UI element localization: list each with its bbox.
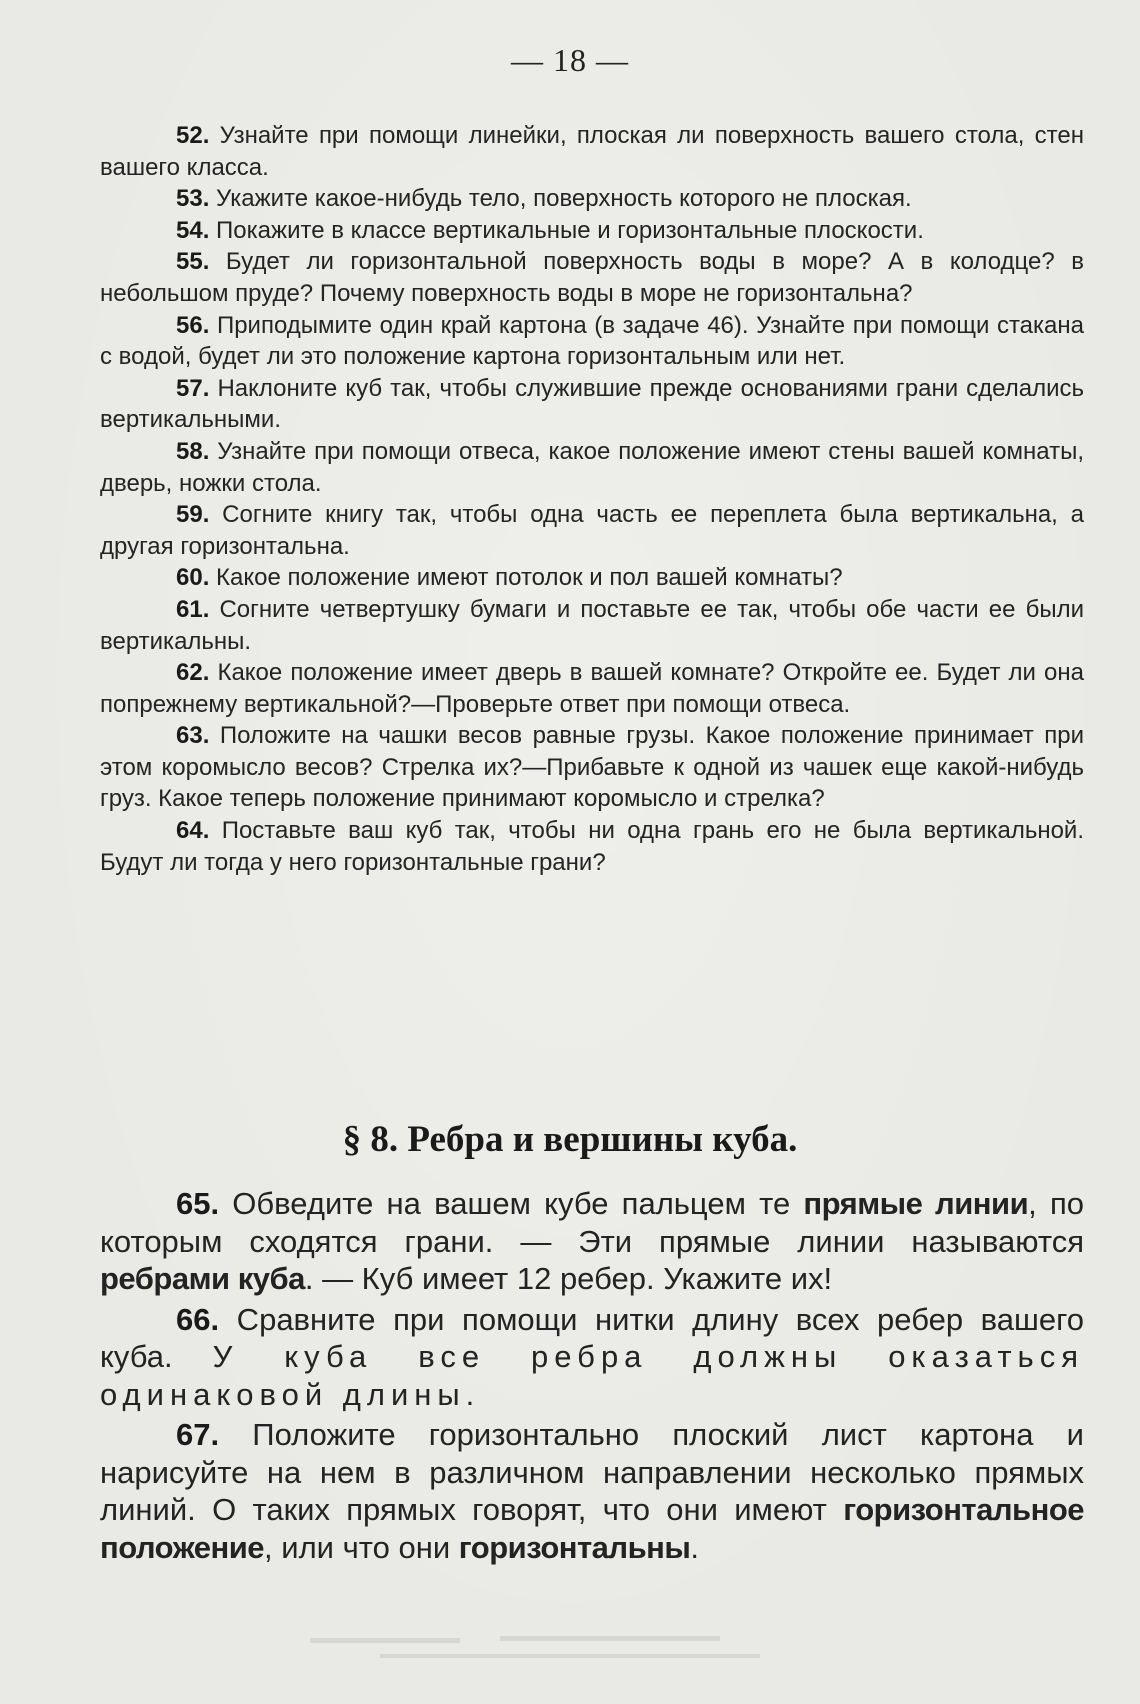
exercise-number: 66. xyxy=(176,1301,220,1337)
exercise-text: , или что они xyxy=(264,1529,459,1565)
exercise-text: Положите горизонтально плоский лист картона и нарисуйте на нем в различном направлении несколько прямых линий. О таких прямых говорят, что они имеют xyxy=(100,1417,1084,1527)
exercise-text: Приподымите один край картона (в задаче 46). Узнайте при помощи стакана с водой, будет ли это положение картона горизонтальным или нет. xyxy=(100,311,1084,371)
exercise-59 xyxy=(100,499,1084,562)
exercise-56 xyxy=(100,310,1084,373)
exercise-text: Узнайте при помощи линейки, плоская ли поверхность вашего стола, стен вашего класса. xyxy=(100,122,1084,181)
exercise-58 xyxy=(100,436,1084,499)
exercise-text: Какое положение имеет дверь в вашей комнате? Откройте ее. Будет ли она попрежнему вертикальной?—Проверьте ответ при помощи отвеса. xyxy=(100,659,1084,718)
exercise-57 xyxy=(100,373,1084,436)
exercise-64 xyxy=(100,815,1084,878)
exercise-text: Наклоните куб так, чтобы служившие прежде основаниями грани сделались вертикальными. xyxy=(100,374,1084,434)
exercise-number: 67. xyxy=(176,1417,220,1452)
emphasized-text: У куба все ребра должны оказаться одинаковой длины. xyxy=(100,1339,1084,1412)
exercise-text: , по которым сходятся грани. — Эти прямые линии называются xyxy=(100,1186,1084,1259)
exercise-number: 63. xyxy=(176,722,210,750)
exercise-text: Положите на чашки весов равные грузы. Какое положение принимает при этом коромысло весов? Стрелка их?—Прибавьте к одной из чашек еще какой-нибудь груз. Какое теперь положение принимают коромысло и стрелка? xyxy=(100,722,1084,813)
exercise-number: 62. xyxy=(176,659,210,687)
exercise-number: 58. xyxy=(176,437,210,465)
exercise-text: Покажите в классе вертикальные и горизонтальные плоскости. xyxy=(209,216,924,244)
exercise-63 xyxy=(100,720,1084,815)
exercise-text: Обведите на вашем кубе пальцем те xyxy=(219,1186,804,1221)
exercise-number: 55. xyxy=(176,248,210,276)
exercise-number: 53. xyxy=(176,185,210,213)
exercise-number: 64. xyxy=(176,817,210,845)
section-heading: § 8. Ребра и вершины куба. xyxy=(342,1119,798,1160)
exercise-text: Поставьте ваш куб так, чтобы ни одна грань его не была вертикальной. Будут ли тогда у него горизонтальные грани? xyxy=(100,817,1084,876)
exercise-number: 52. xyxy=(176,122,210,149)
exercise-number: 65. xyxy=(176,1186,220,1221)
exercise-54 xyxy=(100,215,1084,247)
exercise-text: . — Куб имеет 12 ребер. Укажите их! xyxy=(304,1261,833,1296)
exercise-60 xyxy=(100,562,1084,594)
exercise-number: 54. xyxy=(176,216,210,244)
section-body xyxy=(100,1185,1084,1566)
exercise-text: Согните книгу так, чтобы одна часть ее переплета была вертикальна, а другая горизонтальна. xyxy=(100,501,1084,560)
exercise-67 xyxy=(100,1416,1084,1566)
exercise-number: 61. xyxy=(176,595,210,623)
exercise-number: 56. xyxy=(176,311,210,339)
exercise-text: Какое положение имеют потолок и пол вашей комнаты? xyxy=(209,564,843,592)
exercise-number: 57. xyxy=(176,374,210,402)
exercise-text: Будет ли горизонтальной поверхность воды в море? А в колодце? в небольшом пруде? Почему поверхность воды в море не горизонтальна? xyxy=(100,248,1084,307)
exercise-text: Укажите какое-нибудь тело, поверхность которого не плоская. xyxy=(209,185,912,213)
term-highlight: прямые линии xyxy=(803,1186,1029,1221)
page-number: — 18 — xyxy=(511,42,629,78)
exercise-65 xyxy=(100,1185,1084,1298)
term-highlight: ребрами куба xyxy=(100,1261,305,1296)
exercise-62 xyxy=(100,657,1084,720)
exercise-text: Узнайте при помощи отвеса, какое положение имеют стены вашей комнаты, дверь, ножки стола. xyxy=(100,437,1084,497)
exercise-52 xyxy=(100,120,1084,183)
exercise-text: Согните четвертушку бумаги и поставьте ее так, чтобы обе части ее были вертикальны. xyxy=(100,595,1084,655)
exercise-61 xyxy=(100,594,1084,657)
exercise-55 xyxy=(100,246,1084,309)
faded-stamp-mark xyxy=(300,1630,840,1670)
exercise-text: Сравните при помощи нитки длину всех ребер вашего куба. xyxy=(100,1301,1084,1374)
exercise-text: . xyxy=(690,1529,699,1565)
exercise-53 xyxy=(100,183,1084,215)
exercise-number: 59. xyxy=(176,501,210,529)
term-highlight: горизонтальны xyxy=(458,1529,691,1565)
exercise-number: 60. xyxy=(176,564,210,592)
exercise-66 xyxy=(100,1301,1084,1414)
exercises-list xyxy=(100,120,1084,878)
term-highlight: горизонтальное положение xyxy=(100,1492,1084,1565)
